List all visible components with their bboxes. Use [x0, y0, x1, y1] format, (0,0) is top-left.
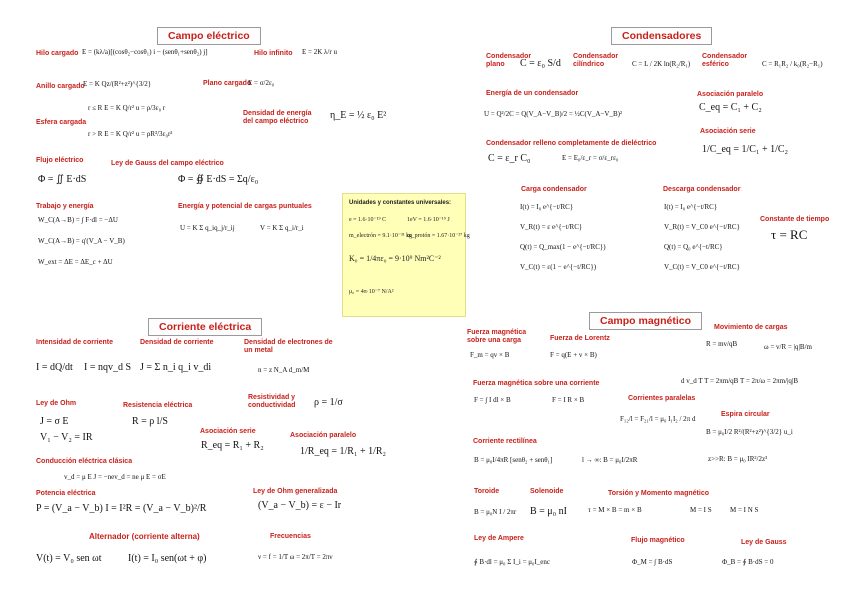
- formula-fuerza-lorentz: F = q(E + v × B): [550, 351, 597, 359]
- formula-carga-2: V_R(t) = ε e^{−t/RC}: [520, 223, 583, 231]
- label-torsion-momento: Torsión y Momento magnético: [608, 490, 709, 497]
- label-ley-gauss-magnetico: Ley de Gauss: [741, 539, 787, 546]
- label-condensador-esferico: Condensador esférico: [702, 53, 748, 68]
- label-condensador-plano: Condensador plano: [486, 53, 532, 68]
- label-espira-circular: Espira circular: [721, 411, 770, 418]
- formula-fuerza-magnetica-carga: F_m = qv × B: [470, 351, 510, 359]
- label-esfera-cargada: Esfera cargada: [36, 119, 87, 126]
- formula-solenoide: B = μ₀ nI: [530, 506, 567, 517]
- formula-descarga-2: V_R(t) = V_C0 e^{−t/RC}: [664, 223, 740, 231]
- constant-electron-mass: m_electrón = 9.1·10⁻³¹ kg: [349, 233, 413, 239]
- formula-ley-ohm-2: V₁ − V₂ = IR: [40, 432, 93, 443]
- formula-dielectrico-e: E = E₀/ε_r = σ/ε_rε₀: [562, 154, 619, 162]
- formula-flujo-magnetico: Φ_M = ∫ B·dS: [632, 558, 673, 566]
- formula-ley-ohm-1: J = σ E: [40, 416, 69, 427]
- section-title-electric: Campo eléctrico: [157, 27, 261, 45]
- formula-frecuencias: ν = f = 1/T ω = 2π/T = 2πν: [258, 553, 333, 561]
- formula-fuerza-corriente-2: F = I R × B: [552, 396, 585, 404]
- label-flujo-electrico: Flujo eléctrico: [36, 157, 84, 164]
- formula-condensador-cilindrico: C = L / 2K ln(R₂/R₁): [632, 60, 691, 68]
- label-anillo-cargado: Anillo cargado: [36, 83, 85, 90]
- formula-esfera-exterior: r > R E = K Q/r² u = ρR³/3ε₀r²: [88, 130, 173, 138]
- label-conduccion-clasica: Conducción eléctrica clásica: [36, 458, 133, 465]
- formula-ley-gauss-magnetico: Φ_B = ∮ B·dS = 0: [722, 558, 774, 566]
- label-asociacion-paralelo-r: Asociación paralelo: [290, 432, 357, 439]
- formula-alternador-v: V(t) = V₀ sen ωt: [36, 553, 102, 564]
- formula-movimiento-omega: ω = v/R = |q|B/m: [764, 343, 812, 351]
- formula-movimiento-periodo: d v_d T T = 2πm/qB T = 2π/ω = 2πm/|q|B: [681, 377, 798, 385]
- label-carga-condensador: Carga condensador: [521, 186, 587, 193]
- label-resistividad: Resistividad y conductividad: [248, 394, 296, 409]
- formula-trabajo-1: W_C(A→B) = ∫ F·dl = −ΔU: [38, 216, 118, 224]
- formula-asociacion-paralelo-c: C_eq = C₁ + C₂: [699, 102, 762, 113]
- constant-mu0: μ₀ = 4π·10⁻⁷ N/A²: [349, 289, 394, 295]
- label-hilo-cargado: Hilo cargado: [36, 50, 79, 57]
- formula-trabajo-3: W_ext = ΔE = ΔE_c + ΔU: [38, 258, 113, 266]
- formula-momento-1: M = I S: [690, 506, 712, 514]
- constant-electronvolt: 1eV = 1.6·10⁻¹⁹ J: [407, 217, 450, 223]
- formula-corriente-rectilinea-1: B = μ₀I/4πR [senθ₂ + senθ₁]: [474, 456, 553, 464]
- label-ohm-generalizada: Ley de Ohm generalizada: [253, 488, 338, 495]
- formula-densidad-energia-electrico: η_E = ½ ε₀ E²: [330, 110, 387, 121]
- formula-espira-2: z>>R: B = μ₀ IR²/2z³: [708, 455, 768, 463]
- label-flujo-magnetico: Flujo magnético: [631, 537, 685, 544]
- formula-resistencia: R = ρ l/S: [132, 416, 168, 427]
- label-constante-tiempo: Constante de tiempo: [760, 216, 830, 223]
- label-frecuencias: Frecuencias: [270, 533, 311, 540]
- constant-coulomb: K₀ = 1/4πε₀ = 9·10⁹ Nm²C⁻²: [349, 254, 441, 263]
- formula-ley-gauss-electrico: Φ = ∯ E·dS = Σq/ε₀: [178, 174, 259, 185]
- formula-asociacion-serie-c: 1/C_eq = 1/C₁ + 1/C₂: [702, 144, 789, 155]
- section-title-capacitors: Condensadores: [611, 27, 712, 45]
- formula-energia-condensador: U = Q²/2C = Q(V_A−V_B)/2 = ½C(V_A−V_B)²: [484, 110, 623, 118]
- formula-condensador-plano: C = ε₀ S/d: [520, 58, 561, 69]
- formula-energia-puntuales: U = K Σ q_iq_j/r_ij: [180, 224, 235, 232]
- label-energia-potencial-puntuales: Energía y potencial de cargas puntuales: [178, 203, 312, 210]
- formula-potencia: P = (V_a − V_b) I = I²R = (V_a − V_b)²/R: [36, 503, 207, 514]
- label-movimiento-cargas: Movimiento de cargas: [714, 324, 788, 331]
- label-energia-condensador: Energía de un condensador: [486, 90, 579, 97]
- section-title-magnetic: Campo magnético: [589, 312, 702, 330]
- formula-densidad-electrones: n = z N_A d_m/M: [258, 366, 310, 374]
- formula-intensidad-2: I = nqv_d S: [84, 362, 132, 373]
- formula-intensidad-1: I = dQ/dt: [36, 362, 73, 373]
- formula-corrientes-paralelas: F₁₂/l = F₂₁/l = μ₀ I₁I₂ / 2π d: [620, 415, 696, 423]
- label-densidad-corriente: Densidad de corriente: [140, 339, 214, 346]
- section-title-current: Corriente eléctrica: [148, 318, 262, 336]
- formula-corriente-rectilinea-2: l → ∞: B = μ₀I/2πR: [582, 456, 638, 464]
- formula-constante-tiempo: τ = RC: [771, 227, 808, 242]
- formula-condensador-esferico: C = R₁R₂ / k₀(R₂−R₁): [762, 60, 823, 68]
- label-fuerza-magnetica-carga: Fuerza magnética sobre una carga: [467, 329, 527, 344]
- formula-descarga-1: I(t) = I₀ e^{−t/RC}: [664, 203, 718, 211]
- label-ley-ohm: Ley de Ohm: [36, 400, 77, 407]
- label-resistencia-electrica: Resistencia eléctrica: [123, 402, 193, 409]
- label-fuerza-corriente: Fuerza magnética sobre una corriente: [473, 380, 600, 387]
- label-ley-ampere: Ley de Ampere: [474, 535, 524, 542]
- label-alternador: Alternador (corriente alterna): [89, 532, 200, 541]
- label-potencia-electrica: Potencia eléctrica: [36, 490, 96, 497]
- formula-descarga-4: V_C(t) = V_C0 e^{−t/RC}: [664, 263, 740, 271]
- formula-resistividad: ρ = 1/σ: [314, 397, 343, 408]
- formula-fuerza-corriente-1: F = ∫ I dl × B: [474, 396, 511, 404]
- formula-carga-4: V_C(t) = ε(1 − e^{−t/RC}): [520, 263, 597, 271]
- label-toroide: Toroide: [474, 488, 500, 495]
- label-trabajo-energia: Trabajo y energía: [36, 203, 94, 210]
- constant-proton-mass: m_protón = 1.67·10⁻²⁷ kg: [407, 233, 470, 239]
- formula-conduccion-clasica: v_d = μ E J = −nev_d = ne μ E = σE: [64, 473, 166, 481]
- formula-carga-1: I(t) = I₀ e^{−t/RC}: [520, 203, 574, 211]
- formula-hilo-cargado: E = (kλ/a)[(cosθ₂−cosθ₁) i − (senθ₁+senθ₂) j]: [82, 48, 208, 56]
- formula-potencial-puntuales: V = K Σ q_i/r_i: [260, 224, 304, 232]
- constants-box: [342, 193, 470, 317]
- label-condensador-cilindrico: Condensador cilíndrico: [573, 53, 619, 68]
- formula-trabajo-2: W_C(A→B) = q'(V_A − V_B): [38, 237, 125, 245]
- formula-toroide: B = μ₀N I / 2πr: [474, 508, 517, 516]
- label-asociacion-serie-r: Asociación serie: [200, 428, 256, 435]
- formula-densidad-corriente: J = Σ n_i q_i v_di: [140, 362, 212, 373]
- label-densidad-electrones: Densidad de electrones de un metal: [244, 339, 333, 354]
- formula-alternador-i: I(t) = I₀ sen(ωt + φ): [128, 553, 207, 564]
- label-intensidad-corriente: Intensidad de corriente: [36, 339, 114, 346]
- formula-carga-3: Q(t) = Q_max(1 − e^{−t/RC}): [520, 243, 606, 251]
- label-asociacion-serie-c: Asociación serie: [700, 128, 756, 135]
- formula-momento-2: M = I N S: [730, 506, 759, 514]
- formula-plano-cargado: E = σ/2ε₀: [248, 79, 275, 87]
- formula-descarga-3: Q(t) = Q₀ e^{−t/RC}: [664, 243, 723, 251]
- formula-asociacion-paralelo-r: 1/R_eq = 1/R₁ + 1/R₂: [300, 446, 387, 457]
- label-densidad-energia-electrico: Densidad de energía del campo eléctrico: [243, 110, 312, 125]
- label-plano-cargado: Plano cargado: [203, 80, 252, 87]
- label-solenoide: Solenoide: [530, 488, 564, 495]
- formula-ley-ampere: ∮ B·dl = μ₀ Σ I_i = μ₀I_enc: [474, 558, 551, 566]
- formula-ohm-generalizada: (V_a − V_b) = ε − Ir: [258, 500, 342, 511]
- formula-espira-1: B = μ₀I/2 R²/(R²+z²)^{3/2} u_i: [706, 428, 793, 436]
- constants-title: Unidades y constantes universales:: [349, 200, 452, 206]
- label-corriente-rectilinea: Corriente rectilínea: [473, 438, 537, 445]
- label-asociacion-paralelo-c: Asociación paralelo: [697, 91, 764, 98]
- formula-torsion: τ = M × B = m × B: [588, 506, 642, 514]
- formula-anillo-cargado: E = K Qz/(R²+z²)^{3/2}: [83, 80, 152, 88]
- label-corrientes-paralelas: Corrientes paralelas: [628, 395, 696, 402]
- label-fuerza-lorentz: Fuerza de Lorentz: [550, 335, 610, 342]
- formula-hilo-infinito: E = 2K λ/r u: [302, 48, 337, 56]
- formula-esfera-interior: r ≤ R E = K Q/r² u = ρ/3ε₀ r: [88, 104, 166, 112]
- constant-electron-charge: e = 1.6·10⁻¹⁹ C: [349, 217, 387, 223]
- formula-asociacion-serie-r: R_eq = R₁ + R₂: [201, 440, 264, 451]
- formula-flujo-electrico: Φ = ∬ E·dS: [38, 174, 87, 185]
- label-dielectrico: Condensador relleno completamente de dieléctrico: [486, 140, 657, 147]
- label-ley-gauss-electrico: Ley de Gauss del campo eléctrico: [111, 160, 224, 167]
- label-descarga-condensador: Descarga condensador: [663, 186, 741, 193]
- formula-dielectrico-c: C = ε_r C₀: [488, 153, 531, 164]
- formula-movimiento-radio: R = mv/qB: [706, 340, 738, 348]
- label-hilo-infinito: Hilo infinito: [254, 50, 293, 57]
